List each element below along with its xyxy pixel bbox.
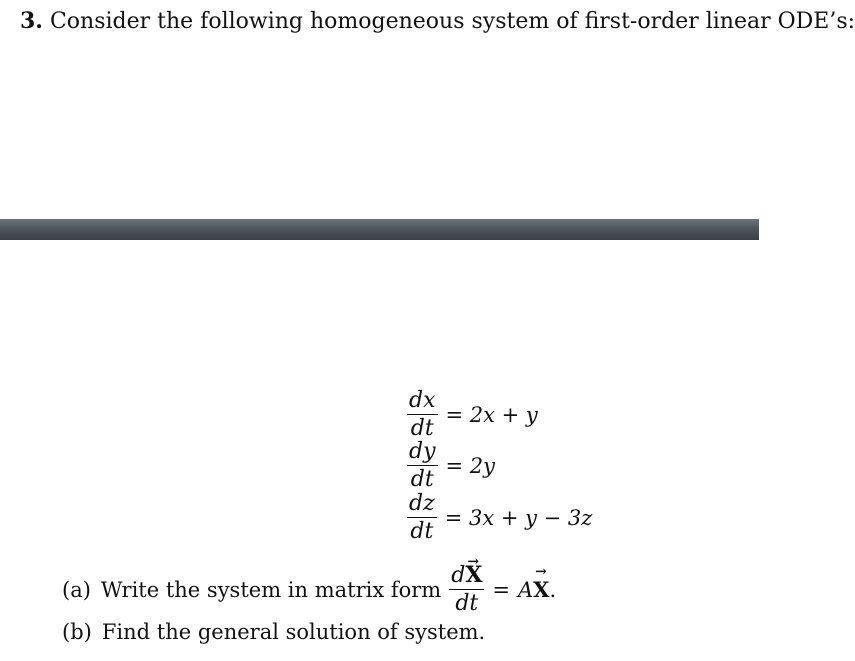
fraction-bar bbox=[449, 589, 484, 590]
derivative-fraction bbox=[407, 440, 438, 492]
part-b-text: Find the general solution of system. bbox=[101, 620, 486, 644]
derivative-fraction bbox=[407, 492, 437, 544]
part-a bbox=[62, 563, 556, 616]
fraction-denominator: dt bbox=[455, 591, 479, 616]
numerator-d: d bbox=[451, 563, 466, 588]
equation-row-3 bbox=[407, 492, 592, 544]
equation-row-2 bbox=[407, 440, 495, 492]
divider-bar bbox=[0, 219, 759, 240]
fraction-numerator: dz bbox=[409, 491, 435, 516]
fraction-numerator bbox=[449, 563, 484, 588]
problem-number: 3. bbox=[20, 8, 43, 34]
equation-row-1 bbox=[407, 389, 538, 441]
fraction-denominator: dt bbox=[410, 519, 434, 544]
derivative-fraction bbox=[407, 389, 438, 441]
fraction-bar bbox=[407, 414, 438, 415]
period: . bbox=[549, 577, 557, 602]
problem-statement bbox=[20, 8, 855, 34]
matrix-a: A bbox=[518, 577, 534, 602]
fraction-bar bbox=[407, 517, 437, 518]
equation-rhs: = 2y bbox=[445, 454, 496, 478]
part-a-text: Write the system in matrix form bbox=[100, 577, 442, 602]
part-b bbox=[62, 620, 485, 644]
matrix-derivative-fraction bbox=[449, 563, 484, 616]
equation-rhs: = 3x + y − 3z bbox=[444, 506, 593, 530]
fraction-numerator: dx bbox=[409, 388, 436, 413]
part-b-label: (b) bbox=[62, 620, 92, 644]
problem-text: Consider the following homogeneous system of first-order linear ODE’s: bbox=[49, 9, 855, 34]
vector-x: → X bbox=[465, 563, 482, 587]
part-a-label: (a) bbox=[62, 577, 91, 602]
vector-x: → X bbox=[533, 577, 549, 602]
fraction-numerator: dy bbox=[409, 439, 436, 464]
fraction-denominator: dt bbox=[410, 416, 434, 441]
fraction-denominator: dt bbox=[410, 467, 434, 492]
equation-rhs: = 2x + y bbox=[445, 403, 538, 427]
fraction-bar bbox=[407, 465, 438, 466]
equals-sign: = bbox=[492, 577, 510, 602]
